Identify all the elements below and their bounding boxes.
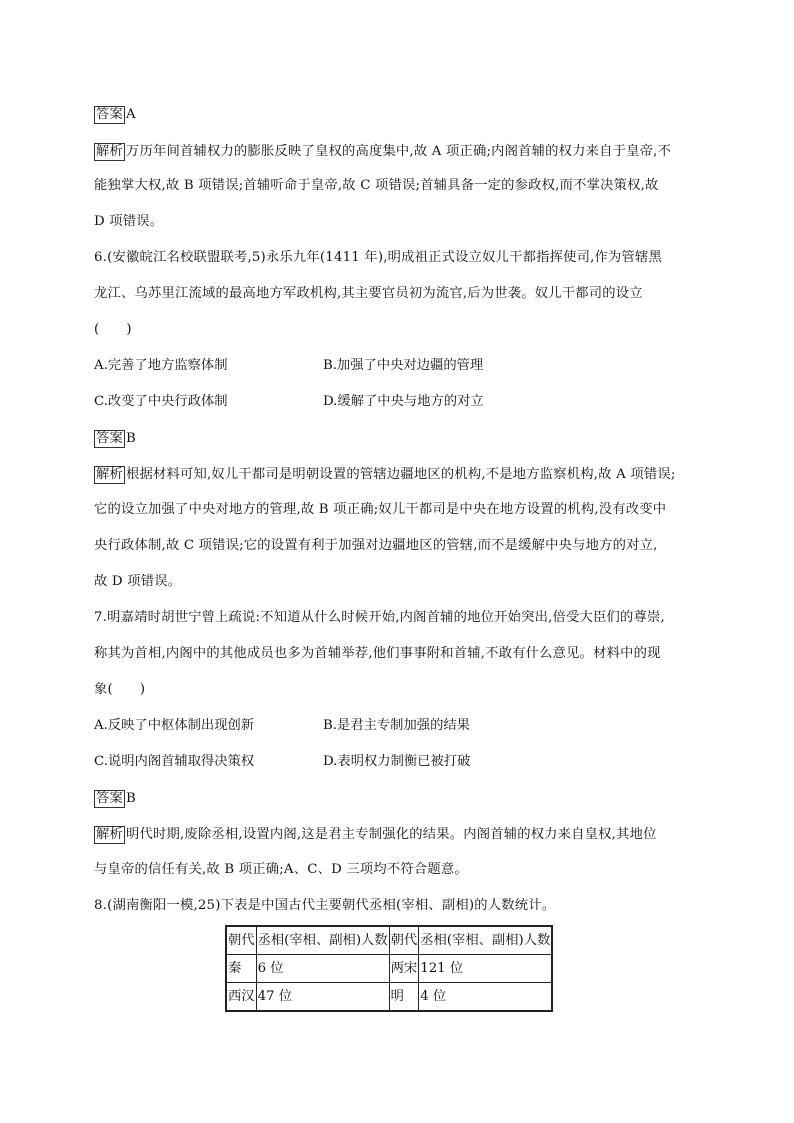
table-cell: 4 位 [419, 983, 553, 1012]
table-header-cell: 朝代 [389, 926, 419, 955]
analysis-text: D 项错误。 [94, 214, 164, 229]
analysis-text: 与皇帝的信任有关,故 B 项正确;A、C、D 三项均不符合题意。 [94, 862, 468, 877]
table-header-cell: 丞相(宰相、副相)人数 [419, 926, 553, 955]
analysis-tag: 解析 [94, 466, 125, 484]
analysis-tag: 解析 [94, 826, 125, 844]
table-cell: 121 位 [419, 955, 553, 983]
analysis-text: 它的设立加强了中央对地方的管理,故 B 项正确;奴儿干都司是中央在地方设置的机构,没有改变中 [94, 502, 667, 517]
table-header-row [226, 926, 552, 955]
option-c: C.改变了中央行政体制 [94, 394, 228, 409]
analysis-text: 万历年间首辅权力的膨胀反映了皇权的高度集中,故 A 项正确;内阁首辅的权力来自于皇帝,不 [126, 144, 672, 159]
analysis-line [94, 466, 676, 484]
analysis-text: 能独掌大权,故 B 项错误;首辅听命于皇帝,故 C 项错误;首辅具备一定的参政权,而不掌决策权,故 [94, 178, 659, 193]
answer-value: B [126, 791, 136, 806]
option-a: A.反映了中枢体制出现创新 [94, 718, 255, 733]
question-stem: 称其为首相,内阁中的其他成员也多为首辅举荐,他们事事附和首辅,不敢有什么意见。材料中的现 [94, 646, 661, 661]
analysis-text: 明代时期,废除丞相,设置内阁,这是君主专制强化的结果。内阁首辅的权力来自皇权,其地位 [126, 827, 657, 842]
analysis-line [94, 826, 657, 844]
analysis-line [94, 143, 671, 161]
table-cell: 秦 [226, 955, 256, 983]
option-c: C.说明内阁首辅取得决策权 [94, 754, 255, 769]
table-cell: 西汉 [226, 983, 256, 1012]
option-b: B.加强了中央对边疆的管理 [323, 358, 484, 373]
option-d: D.缓解了中央与地方的对立 [323, 394, 484, 409]
option-d: D.表明权力制衡已被打破 [323, 754, 471, 769]
question-stem: 8.(湖南衡阳一模,25)下表是中国古代主要朝代丞相(宰相、副相)的人数统计。 [94, 898, 556, 913]
answer-line [94, 106, 136, 124]
question-stem: 6.(安徽皖江名校联盟联考,5)永乐九年(1411 年),明成祖正式设立奴儿干都指挥使司,作为管辖黑 [94, 250, 663, 265]
answer-line [94, 430, 136, 448]
option-a: A.完善了地方监察体制 [94, 358, 228, 373]
answer-value: B [126, 431, 136, 446]
table-header-cell: 朝代 [226, 926, 256, 955]
table-cell: 47 位 [256, 983, 389, 1012]
answer-tag: 答案 [94, 430, 125, 448]
answer-value: A [126, 107, 136, 122]
answer-line [94, 790, 136, 808]
analysis-tag: 解析 [94, 143, 125, 161]
table-cell: 两宋 [389, 955, 419, 983]
question-stem: 龙江、乌苏里江流域的最高地方军政机构,其主要官员初为流官,后为世袭。奴儿干都司的设立 [94, 286, 643, 301]
analysis-text: 根据材料可知,奴儿干都司是明朝设置的管辖边疆地区的机构,不是地方监察机构,故 A 项错误; [126, 467, 676, 482]
chancellor-count-table [225, 925, 553, 1012]
answer-blank: ( ) [94, 322, 132, 337]
question-stem: 7.明嘉靖时胡世宁曾上疏说:不知道从什么时候开始,内阁首辅的地位开始突出,倍受大臣们的尊崇, [94, 610, 665, 625]
answer-tag: 答案 [94, 106, 125, 124]
analysis-text: 故 D 项错误。 [94, 574, 182, 589]
answer-tag: 答案 [94, 790, 125, 808]
analysis-text: 央行政体制,故 C 项错误;它的设置有利于加强对边疆地区的管辖,而不是缓解中央与地方的对立, [94, 538, 658, 553]
option-b: B.是君主专制加强的结果 [323, 718, 470, 733]
question-stem: 象( ) [94, 682, 146, 697]
table-row [226, 955, 552, 983]
table-cell: 明 [389, 983, 419, 1012]
table-row [226, 983, 552, 1012]
table-cell: 6 位 [256, 955, 389, 983]
table-header-cell: 丞相(宰相、副相)人数 [256, 926, 389, 955]
